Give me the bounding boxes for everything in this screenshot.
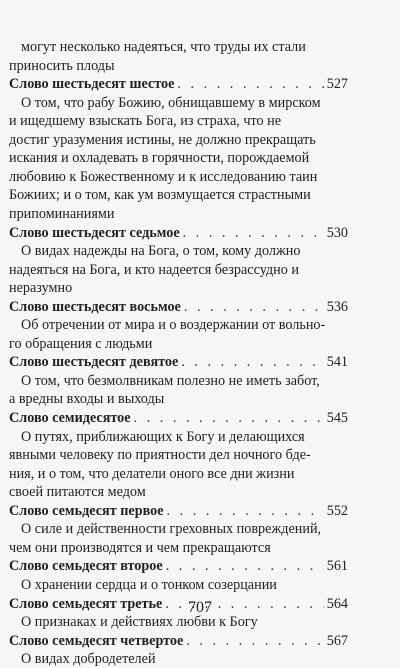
toc-entry-description-line: своей питаются медом [9,484,146,501]
leader-dots [186,632,323,650]
toc-entry-heading [9,502,348,520]
toc-entry-description-line: О видах надежды на Бога, о том, кому должно [21,243,301,260]
toc-entry-page: 541 [326,354,348,371]
toc-entry-description-line: приносить плоды [9,57,115,74]
toc-entry-description-line: чем они производятся и чем прекращаются [9,539,271,556]
toc-entry-title: Слово семьдесят четвертое [9,632,184,649]
leader-dots [167,502,324,520]
toc-entry-description-line: любовию к Божественному и к исследованию таин [9,168,318,185]
toc-entry-title: Слово семьдесят второе [9,558,163,575]
toc-entry-description-line: О том, что безмолвникам полезно не иметь забот, [21,372,320,389]
toc-entry-description-line: Об отречении от мира и о воздержании от вольно- [21,317,326,334]
toc-entry-page: 530 [326,224,348,241]
toc-entry-description-line: и ищедшему взыскать Бога, из страха, что не [9,113,282,130]
toc-entry-description-line: О том, что рабу Божию, обнищавшему в мирском [21,94,321,111]
toc-entry-heading [9,224,348,242]
toc-entry-heading [9,409,348,427]
toc-entry-description-line: могут несколько надеяться, что труды их стали [21,39,306,55]
toc-entry-description-line: припоминаниями [9,205,115,222]
toc-entry-page: 567 [326,632,348,649]
toc-entry-title: Слово семидесятое [9,410,131,426]
toc-entry-title: Слово семьдесят третье [9,595,163,612]
toc-entry-description-line: го обращения с людьми [9,335,153,352]
leader-dots [177,75,323,93]
toc-entry-heading [9,75,348,93]
leader-dots [181,353,323,371]
leader-dots [184,298,324,316]
toc-entry-description-line: О видах добродетелей [21,651,156,668]
toc-entry-title: Слово семьдесят первое [9,502,164,519]
toc-entry-page: 527 [326,76,348,93]
toc-entry-heading [9,353,348,371]
toc-entry-heading [9,557,348,575]
toc-entry-description-line: ния, и о том, что делатели оного все дни жизни [9,465,295,482]
toc-entry-page: 561 [326,558,348,575]
toc-entry-heading [9,632,348,650]
toc-entry-description-line: О признаках и действиях любви к Богу [21,614,258,631]
toc-entry-title: Слово шестьдесят девятое [9,354,179,371]
toc-entry-page: 545 [326,410,348,426]
leader-dots [183,224,324,242]
toc-entry-page: 536 [326,298,348,315]
toc-entry-page: 552 [326,502,348,519]
toc-entry-title: Слово шестьдесят седьмое [9,224,180,241]
toc-entry-description-line: О хранении сердца и о тонком созерцании [21,576,277,593]
toc-entry-description-line: явными человеку по приятности дел ночного бде- [9,447,311,464]
toc-entry-description-line: надеяться на Бога, и кто надеется безрассудно и [9,261,299,278]
leader-dots [134,409,324,427]
toc-entry-description-line: а вредны входы и выходы [9,391,165,408]
page-number: 707 [188,599,212,616]
toc-entry-title: Слово шестьдесят шестое [9,76,175,93]
toc-entry-title: Слово шестьдесят восьмое [9,298,181,315]
toc-entry-description-line: О силе и действенности греховных повреждений, [21,521,322,538]
toc-entry-description-line: Божиих; и о том, как ум возмущается страстными [9,187,311,204]
toc-entry-heading [9,298,348,316]
toc-entry-description-line: О путях, приближающих к Богу и делающихся [21,428,305,445]
toc-entry-description-line: неразумно [9,280,73,297]
toc-entry-description-line: достиг уразумения истины, не должно прекращать [9,131,316,148]
toc-entry-page: 564 [326,595,348,612]
leader-dots [166,557,324,575]
toc-entry-description-line: искания и охладевать в горячности, порождаемой [9,150,310,167]
